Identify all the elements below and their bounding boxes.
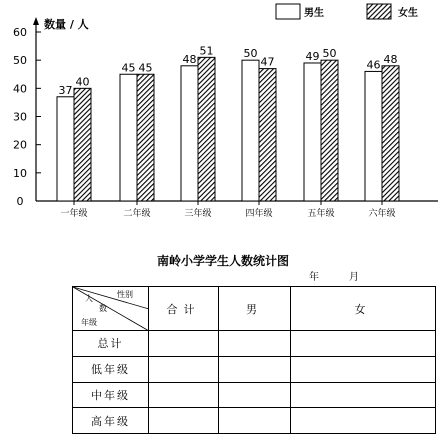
row-header-upper-grades: 高年级 [73, 408, 149, 434]
month-label: 月 [349, 272, 359, 283]
table-cell[interactable] [149, 382, 219, 408]
bar-male [181, 66, 198, 201]
x-tick-label: 二年级 [123, 209, 151, 219]
bar-female [74, 88, 91, 201]
corner-gender-label: 性别 [117, 290, 133, 299]
data-label: 48 [383, 52, 398, 66]
data-labels [59, 44, 398, 96]
table-title: 南岭小学学生人数统计图 [156, 254, 289, 268]
table-cell[interactable] [219, 331, 291, 357]
data-label: 46 [366, 58, 381, 72]
date-line [285, 268, 433, 282]
column-header-female: 女 [291, 287, 436, 331]
data-label: 48 [182, 52, 197, 66]
data-label: 51 [199, 44, 214, 58]
data-label: 50 [243, 47, 258, 61]
table-cell[interactable] [149, 408, 219, 434]
y-tick-label: 40 [13, 82, 27, 96]
bar-female [382, 66, 399, 201]
table-cell[interactable] [291, 408, 436, 434]
x-tick-label: 六年级 [368, 209, 396, 219]
bar-male [120, 74, 137, 201]
y-tick-label: 30 [13, 110, 27, 124]
table-cell[interactable] [291, 331, 436, 357]
bar-female [198, 57, 215, 201]
table-cell[interactable] [219, 408, 291, 434]
table-row [73, 356, 436, 382]
y-tick-label: 10 [13, 166, 27, 180]
data-label: 45 [121, 61, 136, 75]
bar-female [321, 60, 338, 201]
y-axis-arrow [33, 17, 39, 25]
x-tick-label: 五年级 [307, 209, 335, 219]
legend-label-male: 男生 [304, 8, 324, 19]
data-label: 40 [75, 75, 90, 89]
statistics-table [72, 286, 436, 434]
y-axis-label: 数量 / 人 [44, 18, 89, 31]
column-header-male: 男 [219, 287, 291, 331]
corner-grade-label: 年级 [81, 318, 97, 327]
row-header-lower-grades: 低年级 [73, 356, 149, 382]
y-tick-label: 50 [13, 54, 27, 68]
bar-female [259, 69, 276, 201]
legend [276, 4, 418, 19]
table-cell[interactable] [219, 356, 291, 382]
bar-male [304, 63, 321, 201]
corner-people-label: 人 [85, 294, 93, 303]
row-header-total: 总计 [73, 331, 149, 357]
y-tick-label: 60 [13, 26, 27, 39]
bar-male [365, 71, 382, 201]
table-cell[interactable] [149, 331, 219, 357]
legend-swatch-male [276, 4, 300, 19]
table-cell[interactable] [219, 382, 291, 408]
table-row [73, 331, 436, 357]
data-label: 37 [58, 83, 73, 97]
y-tick-label: 20 [13, 138, 27, 152]
x-tick-label: 一年级 [60, 209, 88, 219]
year-label: 年 [309, 272, 319, 283]
column-header-total: 合计 [149, 287, 219, 331]
bar-male [57, 97, 74, 201]
row-header-middle-grades: 中年级 [73, 382, 149, 408]
legend-swatch-female [367, 4, 391, 19]
table-row [73, 408, 436, 434]
legend-label-female: 女生 [398, 8, 418, 19]
bar-female [137, 74, 154, 201]
x-tick-label: 四年级 [245, 209, 273, 219]
table-row [73, 382, 436, 408]
table-header-row [73, 287, 436, 331]
table-cell[interactable] [149, 356, 219, 382]
bars [57, 57, 399, 201]
data-label: 45 [138, 61, 153, 75]
bar-male [242, 60, 259, 201]
table-cell[interactable] [291, 356, 436, 382]
data-label: 47 [260, 55, 275, 69]
corner-count-label: 数 [99, 304, 107, 313]
x-tick-label: 三年级 [184, 209, 212, 219]
table-cell[interactable] [291, 382, 436, 408]
data-label: 49 [305, 49, 320, 63]
diagonal-header-cell [73, 287, 149, 331]
data-label: 50 [322, 47, 337, 61]
y-tick-label: 0 [16, 195, 24, 208]
